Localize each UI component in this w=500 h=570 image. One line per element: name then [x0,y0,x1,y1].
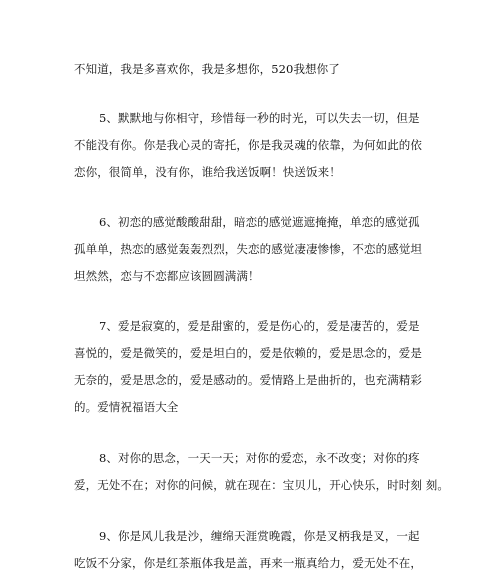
text-line-5: 6、初恋的感觉酸酸甜甜，暗恋的感觉遮遮掩掩，单恋的感觉孤 [99,215,420,229]
text-line-2: 5、默默地与你相守，珍惜每一秒的时光，可以失去一切，但是 [99,111,420,125]
text-line-12: 8、对你的思念，一天一天；对你的爱恋，永不改变；对你的疼 [99,451,420,465]
text-line-3: 不能没有你。你是我心灵的寄托，你是我灵魂的依靠，为何如此的依 [74,138,422,152]
text-line-4: 恋你，很简单，没有你，谁给我送饭啊！快送饭来！ [74,165,341,179]
text-line-8: 7、爱是寂寞的，爱是甜蜜的，爱是伤心的，爱是凄苦的，爱是 [99,319,420,333]
text-line-6: 孤单单，热恋的感觉轰轰烈烈，失恋的感觉凄凄惨惨，不恋的感觉坦 [74,242,422,256]
text-line-1: 不知道，我是多喜欢你，我是多想你，520我想你了 [74,62,340,76]
text-line-9: 喜悦的，爱是微笑的，爱是坦白的，爱是依赖的，爱是思念的，爱是 [74,346,422,360]
text-line-15: 吃饭不分家，你是红茶瓶体我是盖，再来一瓶真给力，爱无处不在， [74,556,422,570]
text-line-14: 9、你是风儿我是沙，缠绵天涯赏晚霞，你是叉柄我是叉，一起 [99,529,420,543]
text-line-11: 的。爱情祝福语大全 [74,400,179,414]
text-line-10: 无奈的，爱是思念的，爱是感动的。爱情路上是曲折的，也充满精彩 [74,373,422,387]
text-line-13: 爱，无处不在；对你的问候，就在现在：宝贝儿，开心快乐，时时刻 刻。 [74,478,449,492]
text-line-7: 坦然然，恋与不恋都应该圆圆满满！ [74,269,260,283]
